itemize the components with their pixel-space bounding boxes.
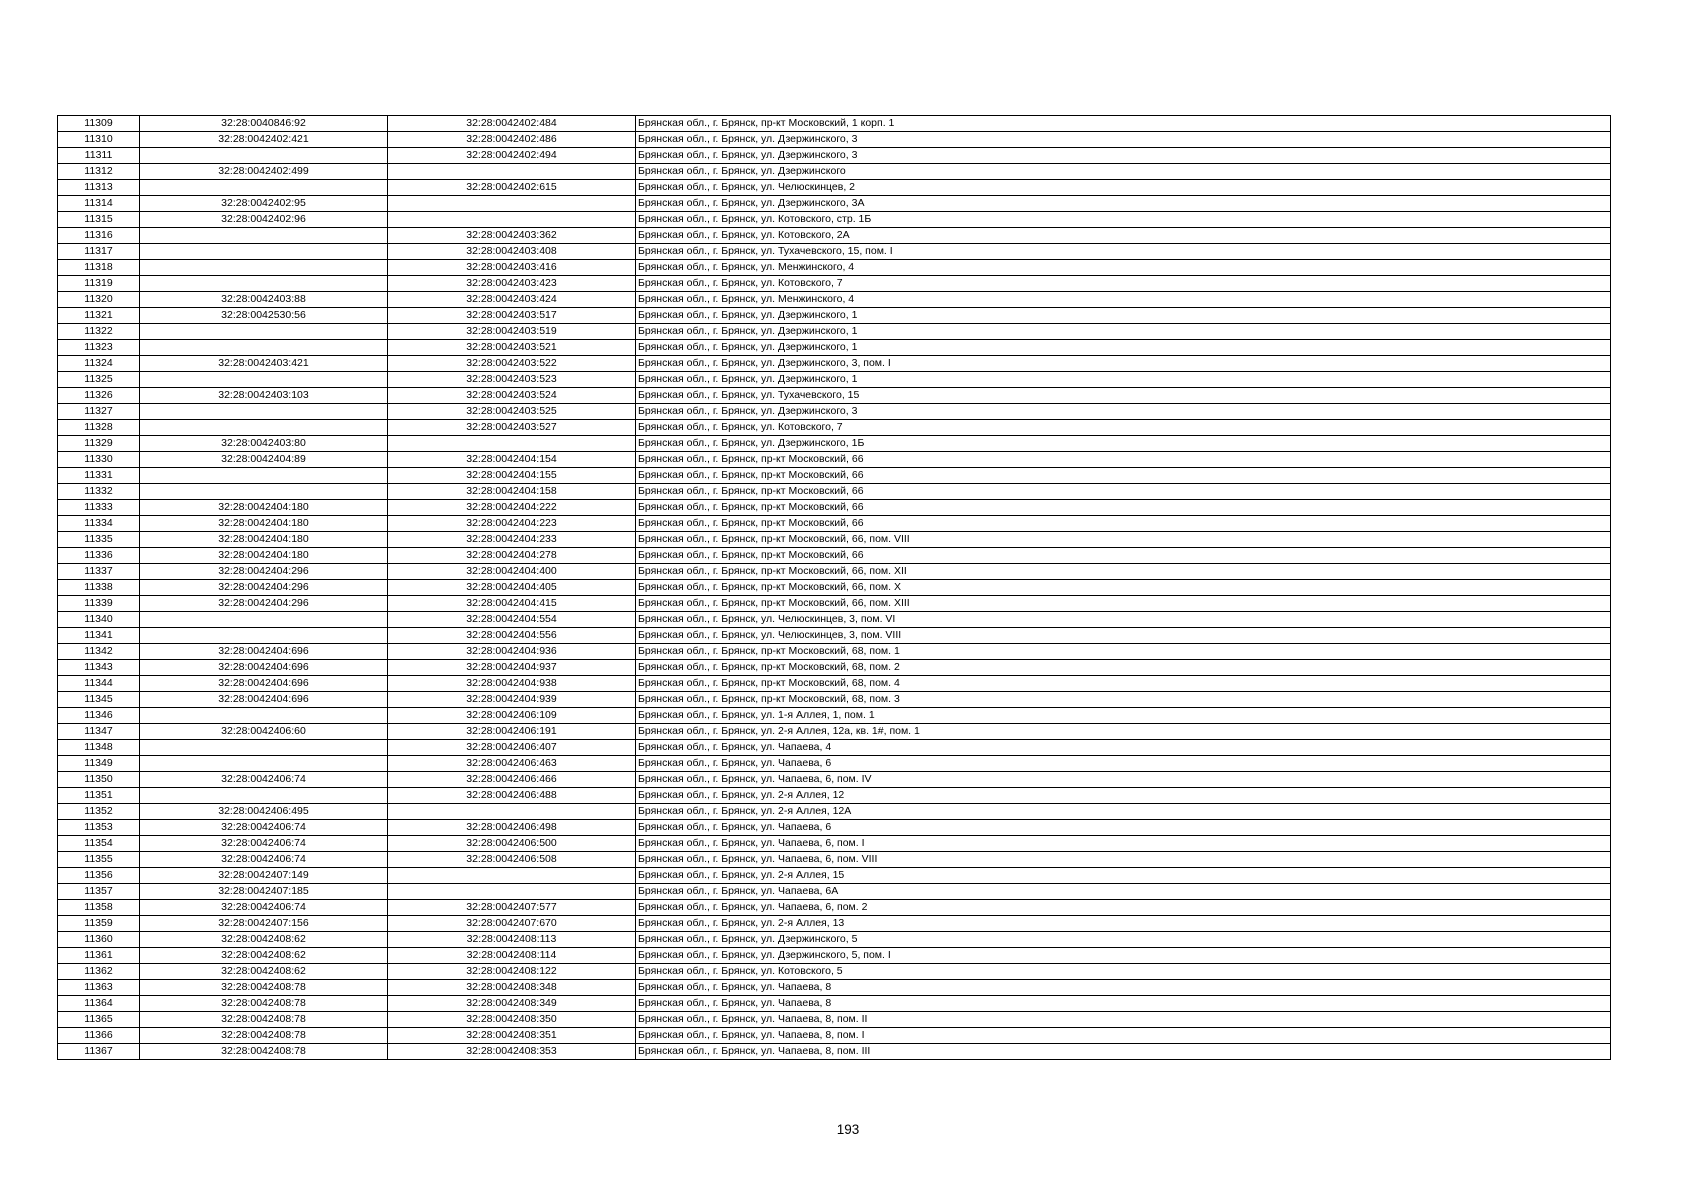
row-number-cell: 11349 bbox=[58, 756, 140, 772]
object-cadastral-number-cell: 32:28:0042402:484 bbox=[388, 116, 636, 132]
object-cadastral-number-cell: 32:28:0042404:233 bbox=[388, 532, 636, 548]
address-cell: Брянская обл., г. Брянск, ул. Котовского, стр. 1Б bbox=[636, 212, 1611, 228]
row-number-cell: 11334 bbox=[58, 516, 140, 532]
table-row bbox=[58, 580, 1611, 596]
address-cell: Брянская обл., г. Брянск, ул. Дзержинского, 1 bbox=[636, 324, 1611, 340]
table-row bbox=[58, 452, 1611, 468]
row-number-cell: 11316 bbox=[58, 228, 140, 244]
table-row bbox=[58, 996, 1611, 1012]
object-cadastral-number-cell bbox=[388, 164, 636, 180]
address-cell: Брянская обл., г. Брянск, пр-кт Московский, 1 корп. 1 bbox=[636, 116, 1611, 132]
row-number-cell: 11346 bbox=[58, 708, 140, 724]
land-cadastral-number-cell bbox=[140, 180, 388, 196]
object-cadastral-number-cell: 32:28:0042402:494 bbox=[388, 148, 636, 164]
object-cadastral-number-cell: 32:28:0042402:486 bbox=[388, 132, 636, 148]
address-cell: Брянская обл., г. Брянск, пр-кт Московский, 68, пом. 2 bbox=[636, 660, 1611, 676]
land-cadastral-number-cell: 32:28:0042408:62 bbox=[140, 932, 388, 948]
object-cadastral-number-cell: 32:28:0042404:278 bbox=[388, 548, 636, 564]
land-cadastral-number-cell: 32:28:0042404:296 bbox=[140, 580, 388, 596]
address-cell: Брянская обл., г. Брянск, ул. Чапаева, 8 bbox=[636, 980, 1611, 996]
address-cell: Брянская обл., г. Брянск, ул. Дзержинского, 5, пом. I bbox=[636, 948, 1611, 964]
land-cadastral-number-cell: 32:28:0042403:103 bbox=[140, 388, 388, 404]
land-cadastral-number-cell bbox=[140, 708, 388, 724]
address-cell: Брянская обл., г. Брянск, ул. Котовского, 2А bbox=[636, 228, 1611, 244]
object-cadastral-number-cell: 32:28:0042406:191 bbox=[388, 724, 636, 740]
address-cell: Брянская обл., г. Брянск, ул. Чапаева, 6А bbox=[636, 884, 1611, 900]
table-row bbox=[58, 836, 1611, 852]
object-cadastral-number-cell: 32:28:0042403:527 bbox=[388, 420, 636, 436]
address-cell: Брянская обл., г. Брянск, ул. Челюскинцев, 3, пом. VIII bbox=[636, 628, 1611, 644]
address-cell: Брянская обл., г. Брянск, ул. Чапаева, 8, пом. III bbox=[636, 1044, 1611, 1060]
row-number-cell: 11322 bbox=[58, 324, 140, 340]
table-row bbox=[58, 420, 1611, 436]
table-row bbox=[58, 820, 1611, 836]
table-row bbox=[58, 228, 1611, 244]
object-cadastral-number-cell: 32:28:0042404:154 bbox=[388, 452, 636, 468]
address-cell: Брянская обл., г. Брянск, ул. Чапаева, 8, пом. I bbox=[636, 1028, 1611, 1044]
address-cell: Брянская обл., г. Брянск, пр-кт Московский, 66 bbox=[636, 548, 1611, 564]
address-cell: Брянская обл., г. Брянск, ул. Дзержинского, 3 bbox=[636, 132, 1611, 148]
object-cadastral-number-cell: 32:28:0042408:353 bbox=[388, 1044, 636, 1060]
object-cadastral-number-cell: 32:28:0042408:349 bbox=[388, 996, 636, 1012]
land-cadastral-number-cell bbox=[140, 244, 388, 260]
object-cadastral-number-cell: 32:28:0042404:223 bbox=[388, 516, 636, 532]
object-cadastral-number-cell: 32:28:0042406:500 bbox=[388, 836, 636, 852]
registry-table bbox=[57, 115, 1611, 1060]
land-cadastral-number-cell: 32:28:0042408:78 bbox=[140, 980, 388, 996]
land-cadastral-number-cell: 32:28:0042404:180 bbox=[140, 532, 388, 548]
object-cadastral-number-cell: 32:28:0042403:423 bbox=[388, 276, 636, 292]
land-cadastral-number-cell: 32:28:0042408:78 bbox=[140, 996, 388, 1012]
row-number-cell: 11364 bbox=[58, 996, 140, 1012]
row-number-cell: 11353 bbox=[58, 820, 140, 836]
row-number-cell: 11366 bbox=[58, 1028, 140, 1044]
address-cell: Брянская обл., г. Брянск, ул. 2-я Аллея, 12 bbox=[636, 788, 1611, 804]
object-cadastral-number-cell: 32:28:0042408:122 bbox=[388, 964, 636, 980]
address-cell: Брянская обл., г. Брянск, ул. Котовского, 5 bbox=[636, 964, 1611, 980]
table-row bbox=[58, 308, 1611, 324]
row-number-cell: 11356 bbox=[58, 868, 140, 884]
row-number-cell: 11336 bbox=[58, 548, 140, 564]
address-cell: Брянская обл., г. Брянск, ул. Котовского, 7 bbox=[636, 420, 1611, 436]
table-row bbox=[58, 740, 1611, 756]
object-cadastral-number-cell bbox=[388, 884, 636, 900]
object-cadastral-number-cell bbox=[388, 804, 636, 820]
land-cadastral-number-cell: 32:28:0042407:156 bbox=[140, 916, 388, 932]
table-row bbox=[58, 356, 1611, 372]
address-cell: Брянская обл., г. Брянск, ул. Чапаева, 8 bbox=[636, 996, 1611, 1012]
address-cell: Брянская обл., г. Брянск, ул. Дзержинского, 3 bbox=[636, 148, 1611, 164]
row-number-cell: 11362 bbox=[58, 964, 140, 980]
object-cadastral-number-cell: 32:28:0042406:407 bbox=[388, 740, 636, 756]
row-number-cell: 11352 bbox=[58, 804, 140, 820]
row-number-cell: 11341 bbox=[58, 628, 140, 644]
row-number-cell: 11319 bbox=[58, 276, 140, 292]
table-row bbox=[58, 436, 1611, 452]
row-number-cell: 11354 bbox=[58, 836, 140, 852]
object-cadastral-number-cell bbox=[388, 212, 636, 228]
address-cell: Брянская обл., г. Брянск, пр-кт Московский, 66, пом. XII bbox=[636, 564, 1611, 580]
address-cell: Брянская обл., г. Брянск, ул. Дзержинского, 1 bbox=[636, 308, 1611, 324]
table-row bbox=[58, 148, 1611, 164]
address-cell: Брянская обл., г. Брянск, пр-кт Московский, 66 bbox=[636, 452, 1611, 468]
land-cadastral-number-cell bbox=[140, 228, 388, 244]
table-row bbox=[58, 180, 1611, 196]
object-cadastral-number-cell: 32:28:0042404:556 bbox=[388, 628, 636, 644]
object-cadastral-number-cell: 32:28:0042403:362 bbox=[388, 228, 636, 244]
row-number-cell: 11329 bbox=[58, 436, 140, 452]
row-number-cell: 11332 bbox=[58, 484, 140, 500]
land-cadastral-number-cell: 32:28:0042404:180 bbox=[140, 500, 388, 516]
row-number-cell: 11347 bbox=[58, 724, 140, 740]
address-cell: Брянская обл., г. Брянск, пр-кт Московский, 66, пом. X bbox=[636, 580, 1611, 596]
table-row bbox=[58, 980, 1611, 996]
row-number-cell: 11333 bbox=[58, 500, 140, 516]
row-number-cell: 11328 bbox=[58, 420, 140, 436]
table-row bbox=[58, 196, 1611, 212]
land-cadastral-number-cell: 32:28:0042404:180 bbox=[140, 516, 388, 532]
table-row bbox=[58, 900, 1611, 916]
object-cadastral-number-cell: 32:28:0042404:400 bbox=[388, 564, 636, 580]
land-cadastral-number-cell: 32:28:0042407:185 bbox=[140, 884, 388, 900]
table-row bbox=[58, 868, 1611, 884]
object-cadastral-number-cell: 32:28:0042406:466 bbox=[388, 772, 636, 788]
address-cell: Брянская обл., г. Брянск, ул. Котовского, 7 bbox=[636, 276, 1611, 292]
object-cadastral-number-cell: 32:28:0042403:424 bbox=[388, 292, 636, 308]
object-cadastral-number-cell: 32:28:0042404:158 bbox=[388, 484, 636, 500]
land-cadastral-number-cell: 32:28:0042406:495 bbox=[140, 804, 388, 820]
row-number-cell: 11335 bbox=[58, 532, 140, 548]
address-cell: Брянская обл., г. Брянск, ул. Челюскинцев, 3, пом. VI bbox=[636, 612, 1611, 628]
row-number-cell: 11361 bbox=[58, 948, 140, 964]
address-cell: Брянская обл., г. Брянск, ул. Чапаева, 6, пом. IV bbox=[636, 772, 1611, 788]
address-cell: Брянская обл., г. Брянск, пр-кт Московский, 68, пом. 1 bbox=[636, 644, 1611, 660]
address-cell: Брянская обл., г. Брянск, пр-кт Московский, 66 bbox=[636, 484, 1611, 500]
address-cell: Брянская обл., г. Брянск, ул. Чапаева, 4 bbox=[636, 740, 1611, 756]
object-cadastral-number-cell: 32:28:0042404:415 bbox=[388, 596, 636, 612]
object-cadastral-number-cell: 32:28:0042403:517 bbox=[388, 308, 636, 324]
row-number-cell: 11338 bbox=[58, 580, 140, 596]
object-cadastral-number-cell: 32:28:0042404:936 bbox=[388, 644, 636, 660]
table-row bbox=[58, 804, 1611, 820]
object-cadastral-number-cell: 32:28:0042403:416 bbox=[388, 260, 636, 276]
object-cadastral-number-cell bbox=[388, 436, 636, 452]
land-cadastral-number-cell bbox=[140, 468, 388, 484]
land-cadastral-number-cell: 32:28:0042406:60 bbox=[140, 724, 388, 740]
row-number-cell: 11343 bbox=[58, 660, 140, 676]
land-cadastral-number-cell: 32:28:0042408:62 bbox=[140, 948, 388, 964]
table-row bbox=[58, 756, 1611, 772]
object-cadastral-number-cell: 32:28:0042406:508 bbox=[388, 852, 636, 868]
row-number-cell: 11331 bbox=[58, 468, 140, 484]
object-cadastral-number-cell: 32:28:0042408:350 bbox=[388, 1012, 636, 1028]
land-cadastral-number-cell bbox=[140, 484, 388, 500]
table-row bbox=[58, 164, 1611, 180]
table-row bbox=[58, 772, 1611, 788]
address-cell: Брянская обл., г. Брянск, ул. 2-я Аллея, 15 bbox=[636, 868, 1611, 884]
object-cadastral-number-cell: 32:28:0042402:615 bbox=[388, 180, 636, 196]
table-row bbox=[58, 116, 1611, 132]
address-cell: Брянская обл., г. Брянск, ул. Тухачевского, 15 bbox=[636, 388, 1611, 404]
table-row bbox=[58, 372, 1611, 388]
row-number-cell: 11337 bbox=[58, 564, 140, 580]
address-cell: Брянская обл., г. Брянск, ул. Чапаева, 6 bbox=[636, 820, 1611, 836]
object-cadastral-number-cell: 32:28:0042406:498 bbox=[388, 820, 636, 836]
object-cadastral-number-cell: 32:28:0042403:519 bbox=[388, 324, 636, 340]
land-cadastral-number-cell bbox=[140, 148, 388, 164]
address-cell: Брянская обл., г. Брянск, пр-кт Московский, 68, пом. 4 bbox=[636, 676, 1611, 692]
row-number-cell: 11360 bbox=[58, 932, 140, 948]
row-number-cell: 11358 bbox=[58, 900, 140, 916]
object-cadastral-number-cell: 32:28:0042404:938 bbox=[388, 676, 636, 692]
land-cadastral-number-cell: 32:28:0042404:296 bbox=[140, 596, 388, 612]
table-row bbox=[58, 516, 1611, 532]
table-row bbox=[58, 276, 1611, 292]
row-number-cell: 11325 bbox=[58, 372, 140, 388]
row-number-cell: 11321 bbox=[58, 308, 140, 324]
address-cell: Брянская обл., г. Брянск, ул. Дзержинского bbox=[636, 164, 1611, 180]
object-cadastral-number-cell: 32:28:0042404:937 bbox=[388, 660, 636, 676]
land-cadastral-number-cell: 32:28:0040846:92 bbox=[140, 116, 388, 132]
table-row bbox=[58, 1044, 1611, 1060]
object-cadastral-number-cell: 32:28:0042406:109 bbox=[388, 708, 636, 724]
land-cadastral-number-cell: 32:28:0042408:62 bbox=[140, 964, 388, 980]
address-cell: Брянская обл., г. Брянск, ул. Менжинского, 4 bbox=[636, 292, 1611, 308]
land-cadastral-number-cell bbox=[140, 628, 388, 644]
row-number-cell: 11324 bbox=[58, 356, 140, 372]
object-cadastral-number-cell: 32:28:0042406:488 bbox=[388, 788, 636, 804]
land-cadastral-number-cell: 32:28:0042406:74 bbox=[140, 900, 388, 916]
table-row bbox=[58, 660, 1611, 676]
address-cell: Брянская обл., г. Брянск, ул. Чапаева, 6, пом. 2 bbox=[636, 900, 1611, 916]
table-row bbox=[58, 932, 1611, 948]
land-cadastral-number-cell: 32:28:0042406:74 bbox=[140, 820, 388, 836]
land-cadastral-number-cell bbox=[140, 260, 388, 276]
land-cadastral-number-cell: 32:28:0042404:696 bbox=[140, 660, 388, 676]
address-cell: Брянская обл., г. Брянск, ул. Чапаева, 6, пом. I bbox=[636, 836, 1611, 852]
object-cadastral-number-cell: 32:28:0042408:113 bbox=[388, 932, 636, 948]
object-cadastral-number-cell: 32:28:0042404:222 bbox=[388, 500, 636, 516]
table-row bbox=[58, 612, 1611, 628]
land-cadastral-number-cell: 32:28:0042530:56 bbox=[140, 308, 388, 324]
table-row bbox=[58, 692, 1611, 708]
row-number-cell: 11309 bbox=[58, 116, 140, 132]
land-cadastral-number-cell: 32:28:0042406:74 bbox=[140, 852, 388, 868]
object-cadastral-number-cell: 32:28:0042406:463 bbox=[388, 756, 636, 772]
row-number-cell: 11367 bbox=[58, 1044, 140, 1060]
address-cell: Брянская обл., г. Брянск, ул. Тухачевского, 15, пом. I bbox=[636, 244, 1611, 260]
row-number-cell: 11315 bbox=[58, 212, 140, 228]
table-row bbox=[58, 132, 1611, 148]
address-cell: Брянская обл., г. Брянск, пр-кт Московский, 66 bbox=[636, 500, 1611, 516]
land-cadastral-number-cell: 32:28:0042408:78 bbox=[140, 1012, 388, 1028]
object-cadastral-number-cell: 32:28:0042403:408 bbox=[388, 244, 636, 260]
address-cell: Брянская обл., г. Брянск, ул. Челюскинцев, 2 bbox=[636, 180, 1611, 196]
row-number-cell: 11312 bbox=[58, 164, 140, 180]
address-cell: Брянская обл., г. Брянск, ул. 2-я Аллея, 12а, кв. 1#, пом. 1 bbox=[636, 724, 1611, 740]
address-cell: Брянская обл., г. Брянск, ул. Дзержинского, 1Б bbox=[636, 436, 1611, 452]
table-row bbox=[58, 916, 1611, 932]
land-cadastral-number-cell: 32:28:0042406:74 bbox=[140, 836, 388, 852]
address-cell: Брянская обл., г. Брянск, пр-кт Московский, 66 bbox=[636, 468, 1611, 484]
address-cell: Брянская обл., г. Брянск, ул. Дзержинского, 3А bbox=[636, 196, 1611, 212]
land-cadastral-number-cell: 32:28:0042408:78 bbox=[140, 1028, 388, 1044]
row-number-cell: 11365 bbox=[58, 1012, 140, 1028]
object-cadastral-number-cell: 32:28:0042408:114 bbox=[388, 948, 636, 964]
table-row bbox=[58, 708, 1611, 724]
object-cadastral-number-cell: 32:28:0042403:522 bbox=[388, 356, 636, 372]
object-cadastral-number-cell: 32:28:0042404:405 bbox=[388, 580, 636, 596]
row-number-cell: 11318 bbox=[58, 260, 140, 276]
row-number-cell: 11350 bbox=[58, 772, 140, 788]
row-number-cell: 11363 bbox=[58, 980, 140, 996]
object-cadastral-number-cell bbox=[388, 868, 636, 884]
land-cadastral-number-cell: 32:28:0042404:296 bbox=[140, 564, 388, 580]
address-cell: Брянская обл., г. Брянск, ул. Дзержинского, 1 bbox=[636, 340, 1611, 356]
table-row bbox=[58, 324, 1611, 340]
table-row bbox=[58, 500, 1611, 516]
table-row bbox=[58, 644, 1611, 660]
row-number-cell: 11310 bbox=[58, 132, 140, 148]
land-cadastral-number-cell: 32:28:0042404:180 bbox=[140, 548, 388, 564]
land-cadastral-number-cell: 32:28:0042404:89 bbox=[140, 452, 388, 468]
row-number-cell: 11348 bbox=[58, 740, 140, 756]
row-number-cell: 11323 bbox=[58, 340, 140, 356]
row-number-cell: 11320 bbox=[58, 292, 140, 308]
table-row bbox=[58, 724, 1611, 740]
object-cadastral-number-cell: 32:28:0042403:525 bbox=[388, 404, 636, 420]
row-number-cell: 11342 bbox=[58, 644, 140, 660]
table-row bbox=[58, 244, 1611, 260]
table-row bbox=[58, 596, 1611, 612]
row-number-cell: 11344 bbox=[58, 676, 140, 692]
address-cell: Брянская обл., г. Брянск, пр-кт Московский, 66 bbox=[636, 516, 1611, 532]
table-row bbox=[58, 676, 1611, 692]
address-cell: Брянская обл., г. Брянск, ул. 2-я Аллея, 13 bbox=[636, 916, 1611, 932]
address-cell: Брянская обл., г. Брянск, ул. Дзержинского, 3, пом. I bbox=[636, 356, 1611, 372]
row-number-cell: 11311 bbox=[58, 148, 140, 164]
land-cadastral-number-cell: 32:28:0042402:96 bbox=[140, 212, 388, 228]
object-cadastral-number-cell bbox=[388, 196, 636, 212]
table-row bbox=[58, 628, 1611, 644]
land-cadastral-number-cell: 32:28:0042402:421 bbox=[140, 132, 388, 148]
table-row bbox=[58, 404, 1611, 420]
land-cadastral-number-cell bbox=[140, 788, 388, 804]
registry-table-body bbox=[58, 116, 1611, 1060]
land-cadastral-number-cell bbox=[140, 612, 388, 628]
row-number-cell: 11357 bbox=[58, 884, 140, 900]
land-cadastral-number-cell bbox=[140, 276, 388, 292]
row-number-cell: 11355 bbox=[58, 852, 140, 868]
row-number-cell: 11340 bbox=[58, 612, 140, 628]
table-row bbox=[58, 532, 1611, 548]
object-cadastral-number-cell: 32:28:0042407:577 bbox=[388, 900, 636, 916]
land-cadastral-number-cell bbox=[140, 740, 388, 756]
address-cell: Брянская обл., г. Брянск, пр-кт Московский, 66, пом. VIII bbox=[636, 532, 1611, 548]
object-cadastral-number-cell: 32:28:0042407:670 bbox=[388, 916, 636, 932]
table-row bbox=[58, 884, 1611, 900]
table-row bbox=[58, 1012, 1611, 1028]
land-cadastral-number-cell: 32:28:0042407:149 bbox=[140, 868, 388, 884]
table-row bbox=[58, 948, 1611, 964]
object-cadastral-number-cell: 32:28:0042403:521 bbox=[388, 340, 636, 356]
row-number-cell: 11351 bbox=[58, 788, 140, 804]
table-row bbox=[58, 1028, 1611, 1044]
land-cadastral-number-cell: 32:28:0042403:421 bbox=[140, 356, 388, 372]
address-cell: Брянская обл., г. Брянск, ул. 2-я Аллея, 12А bbox=[636, 804, 1611, 820]
table-row bbox=[58, 340, 1611, 356]
object-cadastral-number-cell: 32:28:0042403:524 bbox=[388, 388, 636, 404]
land-cadastral-number-cell bbox=[140, 404, 388, 420]
table-row bbox=[58, 260, 1611, 276]
land-cadastral-number-cell bbox=[140, 756, 388, 772]
land-cadastral-number-cell: 32:28:0042402:95 bbox=[140, 196, 388, 212]
row-number-cell: 11313 bbox=[58, 180, 140, 196]
table-row bbox=[58, 468, 1611, 484]
land-cadastral-number-cell: 32:28:0042404:696 bbox=[140, 644, 388, 660]
address-cell: Брянская обл., г. Брянск, ул. Дзержинского, 5 bbox=[636, 932, 1611, 948]
table-row bbox=[58, 388, 1611, 404]
land-cadastral-number-cell: 32:28:0042404:696 bbox=[140, 676, 388, 692]
land-cadastral-number-cell bbox=[140, 324, 388, 340]
table-row bbox=[58, 212, 1611, 228]
address-cell: Брянская обл., г. Брянск, пр-кт Московский, 66, пом. XIII bbox=[636, 596, 1611, 612]
object-cadastral-number-cell: 32:28:0042404:939 bbox=[388, 692, 636, 708]
land-cadastral-number-cell bbox=[140, 420, 388, 436]
land-cadastral-number-cell bbox=[140, 340, 388, 356]
address-cell: Брянская обл., г. Брянск, ул. 1-я Аллея, 1, пом. 1 bbox=[636, 708, 1611, 724]
row-number-cell: 11330 bbox=[58, 452, 140, 468]
table-row bbox=[58, 548, 1611, 564]
address-cell: Брянская обл., г. Брянск, ул. Дзержинского, 3 bbox=[636, 404, 1611, 420]
object-cadastral-number-cell: 32:28:0042408:351 bbox=[388, 1028, 636, 1044]
row-number-cell: 11326 bbox=[58, 388, 140, 404]
object-cadastral-number-cell: 32:28:0042403:523 bbox=[388, 372, 636, 388]
land-cadastral-number-cell: 32:28:0042403:88 bbox=[140, 292, 388, 308]
land-cadastral-number-cell bbox=[140, 372, 388, 388]
row-number-cell: 11314 bbox=[58, 196, 140, 212]
land-cadastral-number-cell: 32:28:0042404:696 bbox=[140, 692, 388, 708]
land-cadastral-number-cell: 32:28:0042406:74 bbox=[140, 772, 388, 788]
address-cell: Брянская обл., г. Брянск, ул. Дзержинского, 1 bbox=[636, 372, 1611, 388]
object-cadastral-number-cell: 32:28:0042404:554 bbox=[388, 612, 636, 628]
table-row bbox=[58, 788, 1611, 804]
row-number-cell: 11317 bbox=[58, 244, 140, 260]
address-cell: Брянская обл., г. Брянск, ул. Менжинского, 4 bbox=[636, 260, 1611, 276]
object-cadastral-number-cell: 32:28:0042404:155 bbox=[388, 468, 636, 484]
page-number: 193 bbox=[836, 1122, 860, 1137]
address-cell: Брянская обл., г. Брянск, ул. Чапаева, 8, пом. II bbox=[636, 1012, 1611, 1028]
table-row bbox=[58, 964, 1611, 980]
row-number-cell: 11327 bbox=[58, 404, 140, 420]
land-cadastral-number-cell: 32:28:0042408:78 bbox=[140, 1044, 388, 1060]
address-cell: Брянская обл., г. Брянск, ул. Чапаева, 6, пом. VIII bbox=[636, 852, 1611, 868]
address-cell: Брянская обл., г. Брянск, пр-кт Московский, 68, пом. 3 bbox=[636, 692, 1611, 708]
table-row bbox=[58, 484, 1611, 500]
table-row bbox=[58, 292, 1611, 308]
row-number-cell: 11359 bbox=[58, 916, 140, 932]
land-cadastral-number-cell: 32:28:0042402:499 bbox=[140, 164, 388, 180]
row-number-cell: 11345 bbox=[58, 692, 140, 708]
object-cadastral-number-cell: 32:28:0042408:348 bbox=[388, 980, 636, 996]
table-row bbox=[58, 564, 1611, 580]
table-row bbox=[58, 852, 1611, 868]
land-cadastral-number-cell: 32:28:0042403:80 bbox=[140, 436, 388, 452]
row-number-cell: 11339 bbox=[58, 596, 140, 612]
address-cell: Брянская обл., г. Брянск, ул. Чапаева, 6 bbox=[636, 756, 1611, 772]
